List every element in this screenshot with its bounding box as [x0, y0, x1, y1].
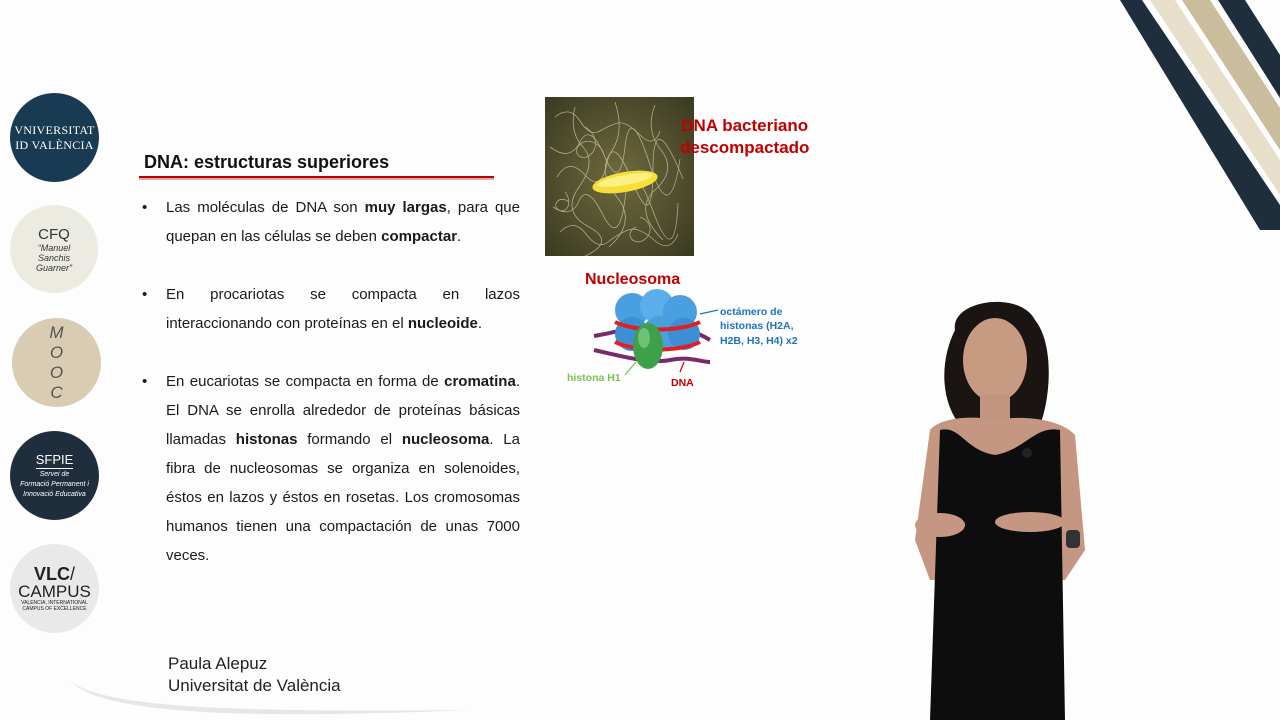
bullet-text: En procariotas se compacta en lazos interaccionando con proteínas en el — [166, 286, 520, 332]
presenter-video — [870, 290, 1130, 720]
sfpie-logo-line1: Servei de — [39, 471, 70, 478]
bullet-text: Las moléculas de DNA son — [166, 199, 365, 216]
vlc-logo-line2: CAMPUS — [18, 582, 91, 601]
octamer-label-line2: histonas (H2A, — [720, 320, 794, 332]
vlc-text: VLC — [33, 564, 70, 584]
caption-line1: DNA bacteriano — [681, 116, 809, 135]
bullet-item — [142, 367, 520, 570]
bullet-item — [142, 280, 520, 338]
bullet-bold: nucleoide — [407, 315, 478, 332]
mooc-logo — [12, 318, 101, 407]
vlc-logo-line4: CAMPUS OF EXCELLENCE — [22, 606, 87, 612]
presenter-institution: Universitat de València — [168, 676, 341, 695]
histone-h1-icon — [633, 323, 663, 369]
bullet-text: . — [457, 228, 462, 245]
cfq-logo-title: CFQ — [38, 225, 70, 243]
bullet-item — [142, 193, 520, 251]
mooc-letter: M — [49, 322, 64, 342]
bullet-text: formando el — [297, 431, 402, 448]
vlc-logo-line3: VALENCIA, INTERNATIONAL — [21, 600, 88, 606]
bullet-bold: muy largas — [364, 199, 447, 216]
bullet-text: . La fibra de nucleosomas se organiza en solenoides, éstos en lazos y éstos en rosetas. Los cromosomas humanos tienen una compactación de unas 7000 veces. — [166, 431, 520, 564]
bacterial-dna-photo — [545, 97, 694, 256]
nucleosome-title: Nucleosoma — [585, 271, 681, 288]
vlc-campus-logo — [10, 544, 99, 633]
vlc-slash: / — [69, 564, 75, 584]
title-underline-shadow — [139, 178, 494, 180]
dna-label: DNA — [671, 377, 694, 389]
bullet-text: En eucariotas se compacta en forma de — [166, 373, 445, 390]
bullet-dot: • — [142, 286, 148, 303]
nucleosome-diagram — [560, 262, 830, 397]
bullet-list — [142, 193, 520, 599]
cfq-logo-line1: “Manuel — [37, 242, 71, 253]
slide-title: DNA: estructuras superiores — [144, 152, 390, 172]
bullet-bold: histonas — [235, 431, 298, 448]
sfpie-logo-title: SFPIE — [35, 452, 74, 467]
bullet-dot: • — [142, 199, 148, 216]
bullet-text: , para que quepan en las células se deben — [166, 199, 520, 245]
bullet-dot: • — [142, 373, 148, 390]
caption-line2: descompactado — [680, 138, 810, 157]
presenter-credit — [168, 653, 341, 697]
histone-h1-label: histona H1 — [567, 372, 621, 384]
uv-logo-line1: VNIVERSITAT — [14, 122, 95, 137]
decorative-stripes — [1120, 0, 1280, 230]
mooc-letter: C — [50, 382, 63, 402]
vlc-logo-line1 — [34, 565, 75, 583]
octamer-label-line3: H2B, H3, H4) x2 — [720, 335, 798, 347]
cfq-logo — [10, 205, 98, 293]
sfpie-logo-line2: Formació Permanent i — [20, 481, 89, 488]
mooc-letter: O — [49, 362, 64, 382]
cfq-logo-line2: Sanchis — [37, 252, 71, 263]
bullet-text: . El DNA se enrolla alrededor de proteínas básicas llamadas — [166, 373, 520, 448]
bullet-bold: nucleosoma — [401, 431, 490, 448]
mooc-letter: O — [49, 342, 64, 362]
universitat-valencia-logo — [10, 93, 99, 182]
presenter-name: Paula Alepuz — [168, 654, 268, 673]
octamer-label-line1: octámero de — [720, 306, 783, 318]
bacterial-dna-caption — [680, 115, 809, 159]
sfpie-logo — [10, 431, 99, 520]
bullet-bold: cromatina — [444, 373, 516, 390]
bullet-bold: compactar — [381, 228, 458, 245]
cfq-logo-line3: Guarner” — [35, 262, 72, 273]
bullet-text: . — [477, 315, 483, 332]
uv-logo-line2: ID VALÈNCIA — [15, 137, 94, 152]
sfpie-logo-line3: Innovació Educativa — [23, 491, 86, 498]
